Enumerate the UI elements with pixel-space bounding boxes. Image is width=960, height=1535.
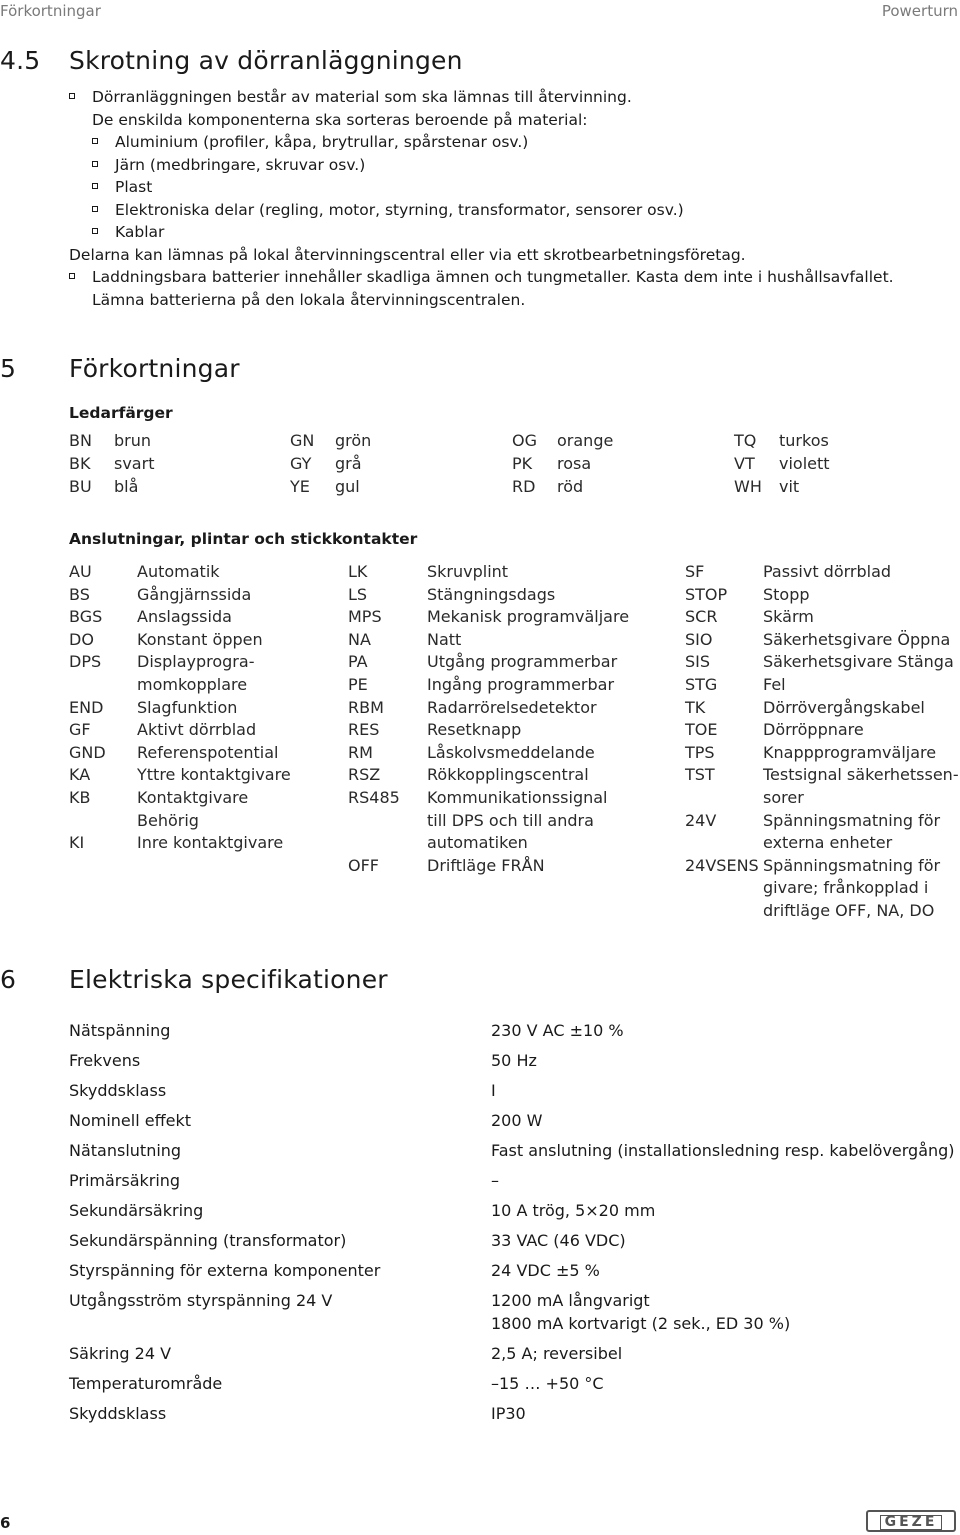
spec-value: IP30 (491, 1404, 526, 1423)
abbr-meaning: Kommunikationssignal (427, 788, 608, 807)
abbr-code: BGS (69, 607, 103, 627)
running-header-section: Förkortningar (0, 2, 101, 20)
bullet-item (69, 266, 949, 289)
abbr-code: SIS (685, 652, 711, 672)
spec-label: Sekundärspänning (transformator) (69, 1231, 347, 1250)
abbr-meaning: Displayprogra- (137, 652, 255, 672)
abbr-code: SF (685, 562, 705, 581)
abbr-meaning: Säkerhetsgivare Stänga (763, 652, 954, 672)
color-name: gul (335, 477, 360, 496)
list-item-text: Elektroniska delar (regling, motor, styrning, transformator, sensorer osv.) (115, 200, 684, 219)
bullet-icon (69, 93, 75, 99)
abbr-code: KB (69, 788, 91, 807)
spec-label: Skyddsklass (69, 1404, 167, 1423)
section-number: 6 (0, 965, 17, 994)
spec-value: 50 Hz (491, 1051, 537, 1070)
abbr-code: 24VSENS (685, 855, 759, 875)
color-name: grå (335, 454, 362, 473)
abbr-code: SIO (685, 629, 713, 649)
list-item-text: Plast (115, 178, 153, 196)
abbr-meaning: Testsignal säkerhetssen- (763, 765, 959, 785)
abbr-code: TOE (685, 720, 718, 740)
abbr-code: RBM (348, 697, 384, 717)
abbr-meaning: Stopp (763, 584, 810, 604)
abbr-meaning: Låskolvsmeddelande (427, 742, 595, 762)
abbr-code: PA (348, 652, 368, 672)
bullet-icon (92, 228, 98, 234)
abbr-meaning: Spänningsmatning för (763, 810, 941, 830)
color-name: svart (114, 454, 155, 473)
spec-value: – (491, 1171, 499, 1190)
color-code: VT (734, 454, 755, 473)
color-name: turkos (779, 431, 829, 450)
abbr-meaning: driftläge OFF, NA, DO (763, 901, 935, 920)
running-header-product: Powerturn (881, 2, 958, 20)
color-name: vit (779, 477, 800, 496)
list-item (92, 131, 949, 154)
section-number: 5 (0, 354, 17, 383)
color-code: BU (69, 477, 92, 496)
section-title: Förkortningar (69, 354, 240, 383)
abbr-meaning: Knappprogramväljare (763, 742, 937, 762)
color-name: röd (557, 477, 584, 496)
color-name: rosa (557, 454, 592, 473)
abbr-code: PE (348, 675, 368, 694)
list-item (92, 154, 949, 177)
spec-value: 1200 mA långvarigt (491, 1291, 650, 1310)
section-number: 4.5 (0, 46, 41, 75)
spec-value: 230 V AC ±10 % (491, 1021, 624, 1040)
abbr-meaning: momkopplare (137, 675, 248, 694)
paragraph: Delarna kan lämnas på lokal återvinningscentral eller via ett skrotbearbetningsföretag. (69, 245, 746, 264)
disposal-text (69, 86, 949, 311)
bullet-continuation: De enskilda komponenterna ska sorteras beroende på material: (92, 110, 588, 129)
spec-label: Utgångsström styrspänning 24 V (69, 1291, 333, 1310)
abbr-meaning: Passivt dörrblad (763, 562, 892, 581)
color-code: RD (512, 477, 536, 496)
spec-value: I (491, 1081, 496, 1100)
abbr-meaning: Aktivt dörrblad (137, 720, 257, 740)
abbr-code: KI (69, 833, 85, 853)
spec-value: Fast anslutning (installationsledning resp. kabelövergång) (491, 1141, 955, 1160)
color-code: YE (290, 477, 310, 496)
spec-label: Sekundärsäkring (69, 1201, 204, 1220)
spec-label: Skyddsklass (69, 1081, 167, 1100)
abbr-code: TK (685, 697, 706, 717)
abbr-meaning: givare; frånkopplad i (763, 878, 929, 898)
list-item (92, 199, 949, 222)
abbr-meaning: Gångjärnssida (137, 584, 252, 604)
color-name: blå (114, 477, 139, 496)
abbr-meaning: Mekanisk programväljare (427, 607, 630, 627)
color-code: GY (290, 454, 312, 473)
color-name: grön (335, 431, 372, 450)
spec-label: Nominell effekt (69, 1111, 191, 1130)
abbr-meaning: Rökkopplingscentral (427, 765, 589, 785)
abbr-meaning: Säkerhetsgivare Öppna (763, 629, 951, 649)
abbr-code: RS485 (348, 788, 400, 807)
abbr-meaning: Dörröppnare (763, 720, 864, 740)
abbr-code: 24V (685, 810, 717, 830)
bullet-continuation: Lämna batterierna på den lokala återvinningscentralen. (92, 290, 526, 309)
abbr-meaning: Skruvplint (427, 562, 509, 581)
abbr-meaning: Utgång programmerbar (427, 652, 618, 672)
list-item (92, 221, 949, 244)
spec-label: Styrspänning för externa komponenter (69, 1261, 381, 1280)
logo-text: GEZE (880, 1515, 943, 1530)
abbr-meaning: sorer (763, 788, 804, 807)
abbr-code: AU (69, 562, 92, 581)
spec-value: 2,5 A; reversibel (491, 1344, 623, 1363)
abbr-meaning: Stängningsdags (427, 584, 556, 604)
abbr-meaning: Kontaktgivare (137, 788, 249, 807)
abbr-code: GF (69, 720, 91, 740)
abbr-meaning: Driftläge FRÅN (427, 855, 545, 875)
color-code: BK (69, 454, 91, 473)
color-code: WH (734, 477, 762, 496)
bullet-icon (92, 206, 98, 212)
bullet-icon (92, 138, 98, 144)
geze-logo (866, 1510, 956, 1532)
abbr-meaning: Referenspotential (137, 742, 279, 762)
abbr-meaning: Natt (427, 629, 462, 649)
color-name: violett (779, 454, 830, 473)
color-code: PK (512, 454, 533, 473)
abbr-code: OFF (348, 855, 379, 875)
color-code: OG (512, 431, 537, 450)
bullet-item (69, 86, 949, 109)
abbr-code: STG (685, 675, 718, 694)
abbr-code: RSZ (348, 765, 381, 785)
abbr-meaning: Konstant öppen (137, 629, 263, 649)
abbr-meaning: Radarrörelsedetektor (427, 697, 597, 717)
spec-label: Frekvens (69, 1051, 141, 1070)
abbr-meaning: Inre kontaktgivare (137, 833, 284, 853)
abbr-code: SCR (685, 607, 718, 627)
list-item-text: Aluminium (profiler, kåpa, brytrullar, spårstenar osv.) (115, 133, 529, 151)
spec-label: Säkring 24 V (69, 1344, 172, 1363)
color-code: TQ (734, 431, 757, 450)
list-item (92, 176, 949, 199)
color-code: GN (290, 431, 315, 450)
spec-value: 33 VAC (46 VDC) (491, 1231, 626, 1250)
bullet-icon (69, 273, 75, 279)
abbr-code: BS (69, 584, 90, 604)
spec-value: –15 … +50 °C (491, 1374, 604, 1393)
abbr-meaning: Anslagssida (137, 607, 232, 627)
abbr-meaning: automatiken (427, 833, 528, 853)
subheading-connections: Anslutningar, plintar och stickkontakter (69, 530, 418, 548)
abbr-meaning: till DPS och till andra (427, 810, 594, 830)
abbr-code: NA (348, 629, 371, 649)
abbr-code: END (69, 697, 104, 717)
abbr-meaning: Ingång programmerbar (427, 675, 615, 694)
color-name: brun (114, 431, 152, 450)
bullet-icon (92, 183, 98, 189)
abbr-code: LS (348, 584, 368, 604)
abbr-code: GND (69, 742, 106, 762)
color-code: BN (69, 431, 92, 450)
spec-value: 24 VDC ±5 % (491, 1261, 600, 1280)
material-list (69, 131, 949, 244)
bullet-icon (92, 161, 98, 167)
abbr-meaning: Behörig (137, 810, 199, 830)
abbr-code: DO (69, 629, 94, 649)
abbr-code: KA (69, 765, 91, 785)
abbr-meaning: Resetknapp (427, 720, 522, 740)
abbr-code: DPS (69, 652, 102, 672)
abbr-meaning: Yttre kontaktgivare (137, 765, 291, 785)
section-title: Elektriska specifikationer (69, 965, 388, 994)
list-item-text: Järn (medbringare, skruvar osv.) (115, 155, 366, 174)
abbr-meaning: Slagfunktion (137, 697, 238, 717)
abbr-meaning: Dörrövergångskabel (763, 697, 925, 717)
spec-value: 200 W (491, 1111, 543, 1130)
section-title: Skrotning av dörranläggningen (69, 46, 463, 75)
spec-label: Temperaturområde (69, 1374, 223, 1393)
spec-label: Nätanslutning (69, 1141, 182, 1160)
subheading-wire-colors: Ledarfärger (69, 404, 173, 422)
abbr-meaning: externa enheter (763, 833, 893, 853)
abbr-meaning: Skärm (763, 607, 814, 627)
spec-value: 10 A trög, 5×20 mm (491, 1201, 656, 1220)
list-item-text: Kablar (115, 223, 165, 241)
abbr-code: TST (685, 765, 715, 785)
spec-label: Primärsäkring (69, 1171, 181, 1190)
abbr-code: TPS (685, 742, 715, 762)
abbr-code: RM (348, 742, 373, 762)
bullet-text: Dörranläggningen består av material som ska lämnas till återvinning. (92, 88, 632, 106)
abbr-code: STOP (685, 584, 728, 604)
abbr-meaning: Automatik (137, 562, 220, 581)
abbr-meaning: Spänningsmatning för (763, 855, 941, 875)
abbr-meaning: Fel (763, 675, 786, 694)
page-number: 6 (0, 1514, 11, 1532)
abbr-code: LK (348, 562, 368, 581)
color-name: orange (557, 431, 614, 450)
spec-label: Nätspänning (69, 1021, 171, 1040)
abbr-code: MPS (348, 607, 382, 627)
abbr-code: RES (348, 720, 380, 740)
spec-value: 1800 mA kortvarigt (2 sek., ED 30 %) (491, 1314, 791, 1333)
bullet-text: Laddningsbara batterier innehåller skadliga ämnen och tungmetaller. Kasta dem inte i hushållsavfallet. (92, 268, 894, 286)
